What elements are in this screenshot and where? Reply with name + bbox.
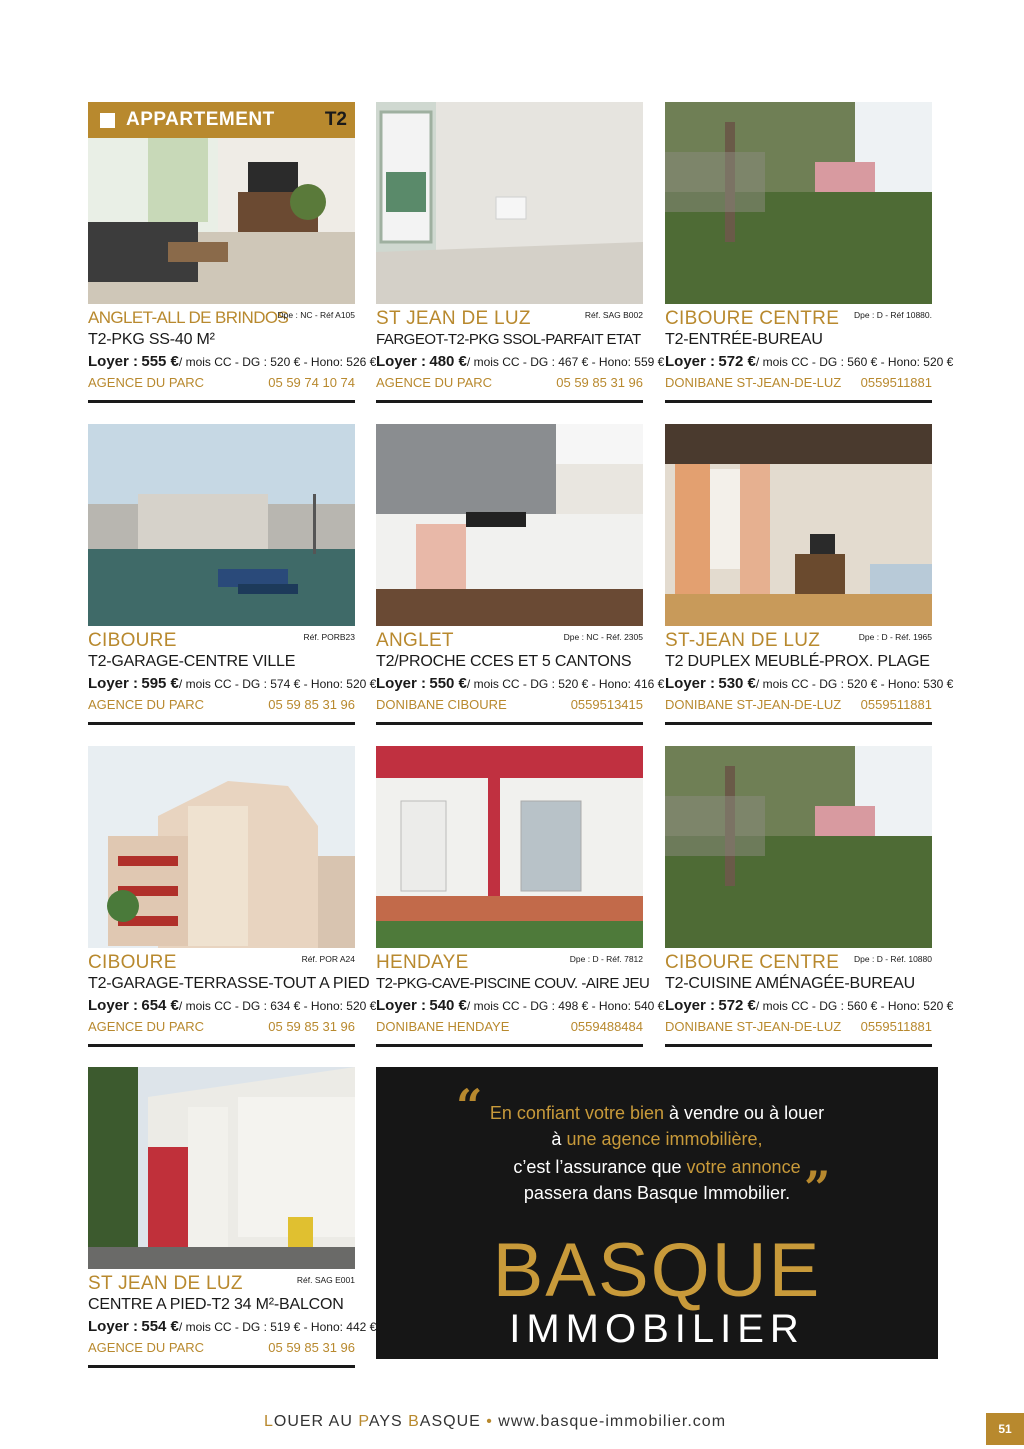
ad-line-2: à une agence immobilière, — [551, 1129, 763, 1149]
listing-info — [376, 304, 665, 403]
listing-description: FARGEOT-T2-PKG SSOL-PARFAIT ETAT — [376, 331, 641, 348]
listing-city: ST JEAN DE LUZ — [88, 1273, 243, 1294]
listing-ref: Dpe : NC - Réf. 2305 — [563, 632, 643, 642]
listing-description: T2-PKG SS-40 M² — [88, 331, 215, 348]
listing-phone[interactable]: 05 59 85 31 96 — [268, 1340, 355, 1355]
rent-amount: 530 € — [718, 675, 756, 692]
rent-details: / mois CC - DG : 560 € - Hono: 520 € — [755, 999, 954, 1013]
listing-rent: Loyer : 530 €/ mois CC - DG : 520 € - Hono: 530 € — [665, 675, 954, 692]
listing-card[interactable] — [88, 746, 377, 1047]
square-icon — [100, 113, 115, 128]
category-banner — [88, 102, 355, 138]
listing-card[interactable] — [88, 102, 377, 403]
ad-line-3: c’est l’assurance que votre annonce — [513, 1157, 801, 1177]
listing-phone[interactable]: 0559513415 — [570, 697, 643, 712]
listing-phone[interactable]: 05 59 85 31 96 — [268, 1019, 355, 1034]
listing-photo[interactable] — [88, 424, 355, 626]
listing-agency[interactable]: AGENCE DU PARC — [88, 1340, 205, 1355]
listing-rent: Loyer : 572 €/ mois CC - DG : 560 € - Hono: 520 € — [665, 997, 954, 1014]
footer-url[interactable]: www.basque-immobilier.com — [498, 1413, 727, 1430]
listing-card[interactable] — [376, 424, 665, 725]
listing-card[interactable] — [665, 424, 954, 725]
listing-description: T2-GARAGE-TERRASSE-TOUT A PIED — [88, 975, 370, 992]
listing-rent: Loyer : 480 €/ mois CC - DG : 467 € - Hono: 559 € — [376, 353, 665, 370]
listing-photo[interactable] — [376, 746, 643, 948]
listing-city: CIBOURE CENTRE — [665, 308, 840, 329]
close-quote-icon: ” — [804, 1161, 831, 1215]
rent-amount: 572 € — [718, 353, 756, 370]
listing-ref: Dpe : NC - Réf A105 — [277, 310, 355, 320]
listing-description: T2-CUISINE AMÉNAGÉE-BUREAU — [665, 975, 915, 992]
listing-rent: Loyer : 595 €/ mois CC - DG : 574 € - Hono: 520 € — [88, 675, 377, 692]
listing-city: ANGLET-ALL DE BRINDOS — [88, 308, 289, 327]
rent-details: / mois CC - DG : 574 € - Hono: 520 € — [178, 677, 377, 691]
type-label: T2 — [324, 109, 347, 130]
listing-city: CIBOURE CENTRE — [665, 952, 840, 973]
listing-rent: Loyer : 550 €/ mois CC - DG : 520 € - Hono: 416 € — [376, 675, 665, 692]
rent-details: / mois CC - DG : 520 € - Hono: 526 € — [178, 355, 377, 369]
listing-description: T2 DUPLEX MEUBLÉ-PROX. PLAGE — [665, 653, 930, 670]
rent-details: / mois CC - DG : 467 € - Hono: 559 € — [466, 355, 665, 369]
ad-line-1: En confiant votre bien à vendre ou à louer — [489, 1103, 825, 1123]
listing-photo[interactable] — [665, 746, 932, 948]
listing-city: CIBOURE — [88, 952, 177, 973]
listing-ref: Dpe : D - Réf. 7812 — [569, 954, 643, 964]
listing-ref: Réf. PORB23 — [303, 632, 355, 642]
listing-photo[interactable] — [88, 102, 355, 304]
listing-ref: Dpe : D - Réf 10880. — [854, 310, 932, 320]
open-quote-icon: “ — [456, 1079, 483, 1133]
listing-agency[interactable]: DONIBANE CIBOURE — [376, 697, 507, 712]
listing-ref: Dpe : D - Réf. 10880 — [854, 954, 932, 964]
listing-card[interactable] — [88, 1067, 377, 1368]
listing-agency[interactable]: DONIBANE ST-JEAN-DE-LUZ — [665, 1019, 842, 1034]
rent-amount: 654 € — [141, 997, 179, 1014]
listing-agency[interactable]: DONIBANE ST-JEAN-DE-LUZ — [665, 697, 842, 712]
listing-ref: Réf. POR A24 — [301, 954, 355, 964]
logo-immobilier: IMMOBILIER — [509, 1307, 805, 1351]
ad-banner — [376, 1067, 938, 1359]
footer: LOUER AU PAYS BASQUE • www.basque-immobilier.com — [263, 1413, 727, 1430]
listing-city: ST JEAN DE LUZ — [376, 308, 531, 329]
listing-photo[interactable] — [88, 1067, 355, 1269]
listing-description: CENTRE A PIED-T2 34 M²-BALCON — [88, 1296, 344, 1313]
listing-phone[interactable]: 0559511881 — [860, 375, 932, 390]
listing-rent: Loyer : 572 €/ mois CC - DG : 560 € - Hono: 520 € — [665, 353, 954, 370]
listing-info — [665, 948, 954, 1047]
listing-rent: Loyer : 554 €/ mois CC - DG : 519 € - Hono: 442 € — [88, 1318, 377, 1335]
listing-card[interactable] — [665, 102, 954, 403]
listing-ref: Réf. SAG E001 — [296, 1275, 355, 1285]
listing-phone[interactable]: 0559488484 — [570, 1019, 643, 1034]
page-number: 51 — [986, 1413, 1024, 1445]
listing-card[interactable] — [665, 746, 954, 1047]
listing-info — [376, 626, 665, 725]
listing-city: ST-JEAN DE LUZ — [665, 630, 821, 651]
listing-info — [88, 626, 377, 725]
listing-card[interactable] — [376, 102, 665, 403]
ad-line-4: passera dans Basque Immobilier. — [523, 1183, 791, 1203]
listing-agency[interactable]: AGENCE DU PARC — [88, 375, 205, 390]
rent-details: / mois CC - DG : 519 € - Hono: 442 € — [178, 1320, 377, 1334]
listing-info — [88, 304, 377, 403]
rent-amount: 595 € — [141, 675, 179, 692]
listing-rent: Loyer : 540 €/ mois CC - DG : 498 € - Hono: 540 € — [376, 997, 665, 1014]
rent-details: / mois CC - DG : 634 € - Hono: 520 € — [178, 999, 377, 1013]
listing-description: T2-ENTRÉE-BUREAU — [665, 331, 823, 348]
listing-phone[interactable]: 05 59 85 31 96 — [268, 697, 355, 712]
listing-agency[interactable]: DONIBANE HENDAYE — [376, 1019, 510, 1034]
listing-info — [665, 626, 954, 725]
category-label: APPARTEMENT — [126, 109, 275, 130]
listing-phone[interactable]: 0559511881 — [860, 697, 932, 712]
rent-amount: 572 € — [718, 997, 756, 1014]
listing-card[interactable] — [376, 746, 665, 1047]
listing-city: ANGLET — [376, 630, 454, 651]
listing-rent: Loyer : 555 €/ mois CC - DG : 520 € - Hono: 526 € — [88, 353, 377, 370]
listing-agency[interactable]: AGENCE DU PARC — [376, 375, 493, 390]
listing-photo[interactable] — [376, 102, 643, 304]
listing-phone[interactable]: 05 59 85 31 96 — [556, 375, 643, 390]
listing-rent: Loyer : 654 €/ mois CC - DG : 634 € - Hono: 520 € — [88, 997, 377, 1014]
listing-photo[interactable] — [665, 424, 932, 626]
rent-amount: 555 € — [141, 353, 179, 370]
listing-info — [376, 948, 665, 1047]
rent-details: / mois CC - DG : 520 € - Hono: 530 € — [755, 677, 954, 691]
listing-city: CIBOURE — [88, 630, 177, 651]
listing-photo[interactable] — [665, 102, 932, 304]
listing-description: T2/PROCHE CCES ET 5 CANTONS — [376, 653, 632, 670]
listing-info — [88, 948, 377, 1047]
rent-amount: 540 € — [429, 997, 467, 1014]
listing-ref: Réf. SAG B002 — [584, 310, 643, 320]
listing-photo[interactable] — [88, 746, 355, 948]
rent-details: / mois CC - DG : 498 € - Hono: 540 € — [466, 999, 665, 1013]
listing-card[interactable] — [88, 424, 377, 725]
rent-details: / mois CC - DG : 560 € - Hono: 520 € — [755, 355, 954, 369]
listing-agency[interactable]: AGENCE DU PARC — [88, 1019, 205, 1034]
rent-details: / mois CC - DG : 520 € - Hono: 416 € — [466, 677, 665, 691]
listing-description: T2-GARAGE-CENTRE VILLE — [88, 653, 296, 670]
listing-phone[interactable]: 0559511881 — [860, 1019, 932, 1034]
listing-agency[interactable]: DONIBANE ST-JEAN-DE-LUZ — [665, 375, 842, 390]
listing-city: HENDAYE — [376, 952, 469, 973]
rent-amount: 554 € — [141, 1318, 179, 1335]
rent-amount: 550 € — [429, 675, 467, 692]
listing-ref: Dpe : D - Réf. 1965 — [858, 632, 932, 642]
listing-agency[interactable]: AGENCE DU PARC — [88, 697, 205, 712]
rent-amount: 480 € — [429, 353, 467, 370]
logo-basque: BASQUE — [492, 1228, 822, 1313]
listing-info — [665, 304, 954, 403]
listing-info — [88, 1269, 377, 1368]
listing-photo[interactable] — [376, 424, 643, 626]
listing-phone[interactable]: 05 59 74 10 74 — [268, 375, 355, 390]
listing-description: T2-PKG-CAVE-PISCINE COUV. -AIRE JEU — [376, 975, 650, 992]
